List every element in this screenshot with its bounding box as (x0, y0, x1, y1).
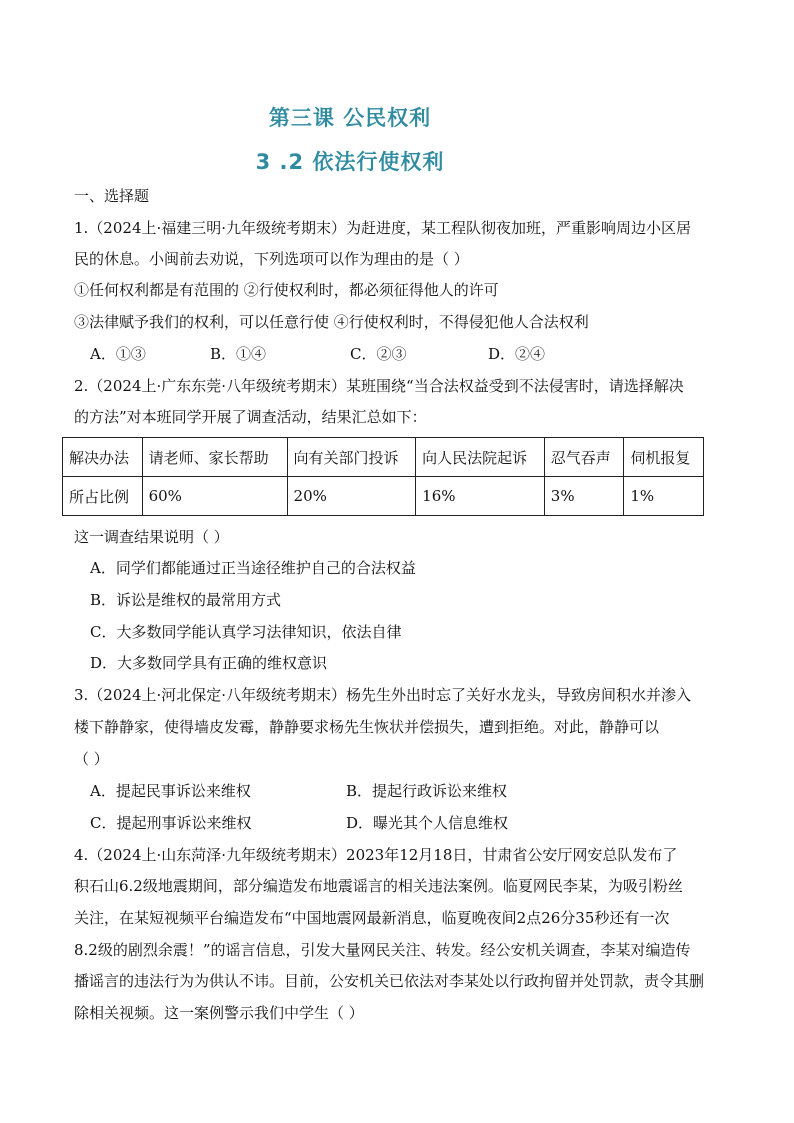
table-cell: 请老师、家长帮助 (142, 438, 287, 477)
q4-stem-line6: 除相关视频。这一案例警示我们中学生（ ） (74, 1004, 364, 1022)
table-row (63, 438, 704, 477)
table-cell: 1% (624, 477, 704, 516)
q4-stem-line3: 关注，在某短视频平台编造发布“中国地震网最新消息，临夏晚夜间2点26分35秒还有一次 (74, 909, 670, 927)
q4-stem-line4: 8.2级的剧烈余震！”的谣言信息，引发大量网民关注、转发。经公安机关调查，李某对编造传 (74, 941, 691, 959)
q2-option-b[interactable]: B．诉讼是维权的最常用方式 (90, 591, 282, 609)
q1-statement-2: ③法律赋予我们的权利，可以任意行使 ④行使权利时，不得侵犯他人合法权利 (74, 313, 589, 331)
table-row (63, 477, 704, 516)
table-cell: 向有关部门投诉 (287, 438, 416, 477)
q2-option-c[interactable]: C．大多数同学能认真学习法律知识，依法自律 (90, 623, 402, 641)
survey-table (62, 437, 704, 516)
q2-option-d[interactable]: D．大多数同学具有正确的维权意识 (90, 654, 328, 672)
section-heading: 一、选择题 (74, 187, 150, 205)
q1-stem-line2: 民的休息。小闽前去劝说，下列选项可以作为理由的是（ ） (74, 250, 469, 268)
lesson-title: 第三课 公民权利 (268, 106, 432, 130)
table-cell: 60% (142, 477, 287, 516)
section-title: 3 .2 依法行使权利 (255, 150, 445, 174)
q3-stem-line1: 3.（2024上·河北保定·八年级统考期末）杨先生外出时忘了关好水龙头，导致房间积水并渗入 (74, 686, 692, 704)
q3-option-c[interactable]: C．提起刑事诉讼来维权 (90, 814, 252, 832)
q4-stem-line5: 播谣言的违法行为为供认不讳。目前，公安机关已依法对李某处以行政拘留并处罚款，责令其删 (74, 972, 705, 990)
q1-option-a[interactable]: A．①③ (90, 345, 146, 363)
q2-stem-line1: 2.（2024上·广东东莞·八年级统考期末）某班围绕“当合法权益受到不法侵害时，请选择解决 (74, 377, 684, 395)
q4-stem-line2: 积石山6.2级地震期间，部分编造发布地震谣言的相关违法案例。临夏网民李某，为吸引粉丝 (74, 877, 683, 895)
table-cell: 向人民法院起诉 (416, 438, 545, 477)
q1-option-d[interactable]: D．②④ (488, 345, 546, 363)
q3-stem-line2: 楼下静静家，使得墙皮发霉，静静要求杨先生恢状并偿损失，遭到拒绝。对此，静静可以 (74, 718, 660, 736)
table-cell: 解决办法 (63, 438, 143, 477)
q3-stem-line3: （ ） (74, 750, 109, 768)
table-cell: 3% (544, 477, 624, 516)
q3-option-a[interactable]: A．提起民事诉讼来维权 (90, 782, 251, 800)
table-cell: 所占比例 (63, 477, 143, 516)
table-cell: 忍气吞声 (544, 438, 624, 477)
q3-option-d[interactable]: D．曝光其个人信息维权 (346, 814, 509, 832)
q4-stem-line1: 4.（2024上·山东菏泽·九年级统考期末）2023年12月18日，甘肃省公安厅网安总队发布了 (74, 846, 678, 864)
q2-option-a[interactable]: A．同学们都能通过正当途径维护自己的合法权益 (90, 559, 416, 577)
q1-statement-1: ①任何权利都是有范围的 ②行使权利时，都必须征得他人的许可 (74, 281, 499, 299)
q1-option-b[interactable]: B．①④ (210, 345, 267, 363)
table-cell: 20% (287, 477, 416, 516)
q1-option-c[interactable]: C．②③ (350, 345, 407, 363)
q1-stem-line1: 1.（2024上·福建三明·九年级统考期末）为赶进度，某工程队彻夜加班，严重影响周边小区居 (74, 219, 692, 237)
table-cell: 伺机报复 (624, 438, 704, 477)
q3-option-b[interactable]: B．提起行政诉讼来维权 (346, 782, 508, 800)
q2-stem-line2: 的方法”对本班同学开展了调查活动，结果汇总如下： (74, 408, 427, 426)
q2-question: 这一调查结果说明（ ） (74, 528, 229, 546)
table-cell: 16% (416, 477, 545, 516)
